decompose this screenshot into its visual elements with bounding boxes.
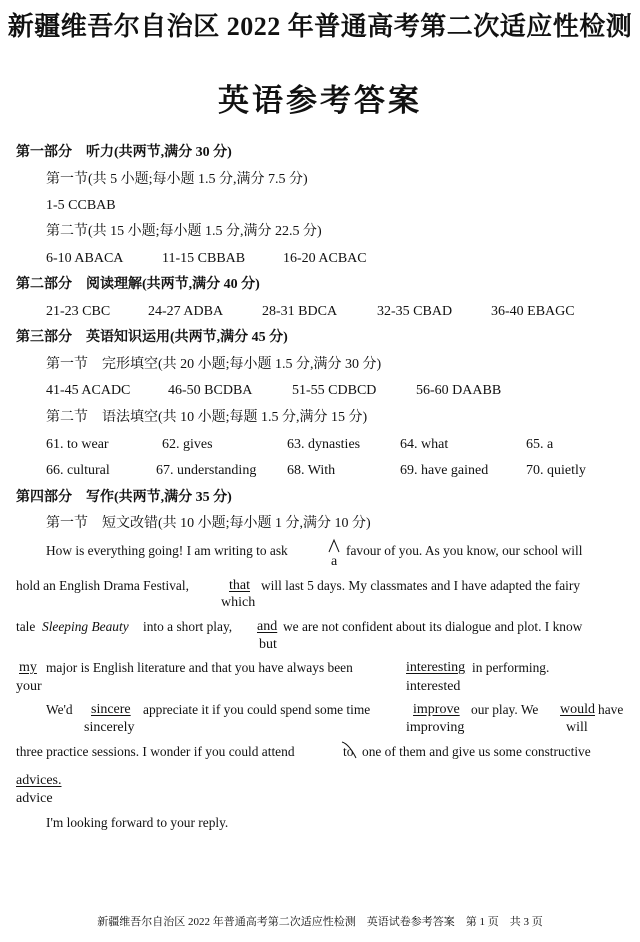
part2-answer-group: 28-31 BDCA [262, 304, 338, 319]
part2-answer-group: 21-23 CBC [46, 304, 111, 319]
part3-section1: 第一节 完形填空(共 20 小题;每小题 1.5 分,满分 30 分) [46, 357, 382, 372]
grammar-answer: 66. cultural [46, 463, 110, 478]
essay-text: our play. We [471, 702, 539, 717]
essay-book-title: Sleeping Beauty [42, 619, 129, 634]
essay-text: hold an English Drama Festival, [16, 578, 189, 593]
grammar-answer: 63. dynasties [287, 437, 361, 452]
grammar-answer: 62. gives [162, 437, 213, 452]
part2-answer-group: 32-35 CBAD [377, 304, 453, 319]
grammar-answer: 67. understanding [156, 463, 257, 478]
part4-section1: 第一节 短文改错(共 10 小题;每小题 1 分,满分 10 分) [46, 516, 371, 531]
grammar-answer: 68. With [287, 463, 336, 478]
essay-deleted-word: to [343, 744, 354, 759]
essay-correction: a [331, 554, 338, 569]
essay-correction: which [221, 595, 256, 610]
essay-correction: sincerely [84, 720, 135, 735]
essay-correction: advice [16, 791, 53, 806]
essay-correction: interested [406, 679, 461, 694]
page-footer: 新疆维吾尔自治区 2022 年普通高考第二次适应性检测 英语试卷参考答案 第 1 页 共 3 页 [97, 916, 543, 928]
essay-text: major is English literature and that you have always been [46, 660, 353, 675]
essay-error-word: advices. [16, 773, 62, 788]
essay-text: We'd [46, 702, 73, 717]
part1-answer-group: 11-15 CBBAB [162, 251, 246, 266]
essay-text: I'm looking forward to your reply. [46, 815, 229, 830]
document-title: 新疆维吾尔自治区 2022 年普通高考第二次适应性检测 [7, 12, 633, 41]
essay-correction: improving [406, 720, 465, 735]
essay-text: we are not confident about its dialogue and plot. I know [283, 619, 583, 634]
essay-error-word: improve [413, 702, 460, 717]
essay-correction: will [566, 720, 588, 735]
grammar-answer: 65. a [526, 437, 554, 452]
part1-answers1: 1-5 CCBAB [46, 198, 116, 213]
essay-error-word: my [19, 660, 37, 675]
part2-answer-group: 24-27 ADBA [148, 304, 224, 319]
grammar-answer: 64. what [400, 437, 449, 452]
part3-answer-group: 51-55 CDBCD [292, 383, 377, 398]
essay-text: one of them and give us some constructive [362, 744, 591, 759]
part3-answer-group: 46-50 BCDBA [168, 383, 253, 398]
essay-text: favour of you. As you know, our school will [346, 543, 583, 558]
essay-error-word: interesting [406, 660, 466, 675]
part4-heading: 第四部分 写作(共两节,满分 35 分) [16, 490, 232, 505]
essay-text: tale [16, 619, 36, 634]
document-subtitle: 英语参考答案 [218, 83, 422, 118]
grammar-answer: 61. to wear [46, 437, 109, 452]
essay-text: How is everything going! I am writing to ask [46, 543, 288, 558]
part3-answer-group: 56-60 DAABB [416, 383, 502, 398]
essay-error-word: and [257, 619, 278, 634]
part1-answer-group: 16-20 ACBAC [283, 251, 367, 266]
part1-heading: 第一部分 听力(共两节,满分 30 分) [16, 145, 232, 160]
part1-section2: 第二节(共 15 小题;每小题 1.5 分,满分 22.5 分) [46, 224, 322, 239]
essay-error-word: sincere [91, 702, 131, 717]
part3-heading: 第三部分 英语知识运用(共两节,满分 45 分) [16, 330, 288, 345]
essay-text: in performing. [472, 660, 550, 675]
essay-text: will last 5 days. My classmates and I have adapted the fairy [261, 578, 581, 593]
caret-insert-mark [328, 538, 340, 554]
essay-error-word: that [229, 578, 250, 593]
part3-answer-group: 41-45 ACADC [46, 383, 131, 398]
essay-text: into a short play, [143, 619, 233, 634]
essay-text: appreciate it if you could spend some time [143, 702, 371, 717]
part2-heading: 第二部分 阅读理解(共两节,满分 40 分) [16, 277, 260, 292]
essay-correction: your [16, 679, 42, 694]
delete-mark [340, 740, 358, 760]
grammar-answer: 69. have gained [400, 463, 489, 478]
essay-correction: but [259, 637, 277, 652]
essay-error-word: would [560, 702, 595, 717]
part3-section2: 第二节 语法填空(共 10 小题;每题 1.5 分,满分 15 分) [46, 410, 368, 425]
part2-answer-group: 36-40 EBAGC [491, 304, 575, 319]
essay-text: have [598, 702, 624, 717]
part1-section1: 第一节(共 5 小题;每小题 1.5 分,满分 7.5 分) [46, 172, 308, 187]
grammar-answer: 70. quietly [526, 463, 586, 478]
part1-answer-group: 6-10 ABACA [46, 251, 124, 266]
essay-text: three practice sessions. I wonder if you could attend [16, 744, 295, 759]
